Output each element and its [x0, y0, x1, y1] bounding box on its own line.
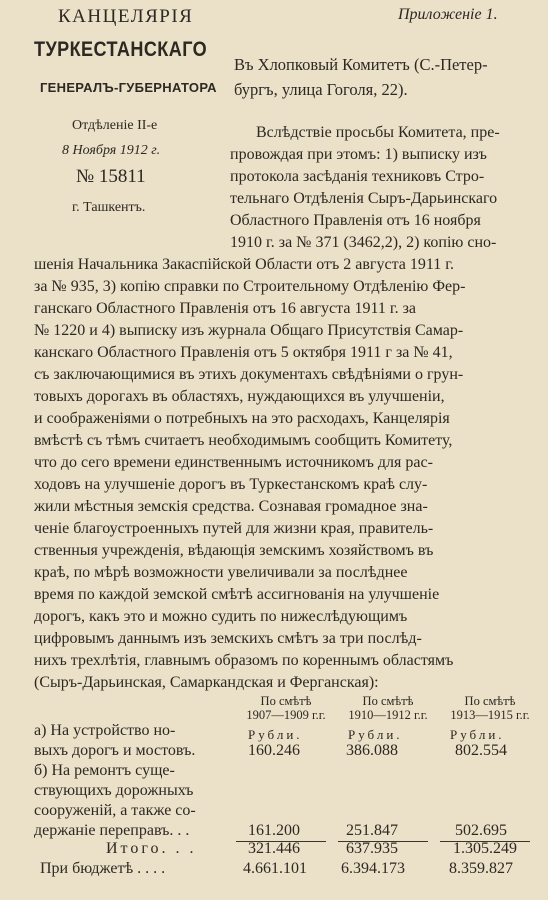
total-label: Итого. . . — [106, 840, 197, 857]
row-a-label: выхъ дорогъ и мостовъ. — [34, 742, 196, 759]
col-header-2: По смѣтѣ — [362, 694, 414, 708]
row-b-value-1: 161.200 — [248, 822, 300, 839]
body-line: ганскаго Областного Правленія отъ 16 августа 1911 г. за — [34, 300, 417, 317]
body-line: Вслѣдствіе просьбы Комитета, пре- — [256, 124, 500, 141]
letterhead-city: г. Ташкентъ. — [72, 200, 146, 215]
row-b-label: сооруженій, а также со- — [34, 802, 196, 819]
letterhead-turkestan: ТУРКЕСТАНСКАГО — [34, 38, 208, 61]
budget-value-1: 4.661.101 — [243, 860, 307, 877]
row-a-value-2: 386.088 — [346, 742, 398, 759]
row-b-value-3: 502.695 — [455, 822, 507, 839]
unit-label: Рубли. — [450, 727, 505, 742]
body-line: дорогъ, какъ это и можно судить по нижеслѣдующимъ — [34, 608, 408, 625]
body-line: ченіе благоустроенныхъ путей для жизни края, правитель- — [34, 520, 434, 537]
body-line: нихъ трехлѣтія, главнымъ образомъ по кореннымъ областямъ — [34, 652, 454, 669]
letterhead-date: 8 Ноября 1912 г. — [62, 143, 161, 158]
row-b-label: держаніе переправъ. . . — [34, 822, 190, 839]
body-line: 1910 г. за № 371 (3462,2), 2) копію сно- — [230, 234, 497, 251]
letterhead-chancellery: КАНЦЕЛЯРІЯ — [58, 6, 194, 27]
body-line: что до сего времени единственнымъ источникомъ для рас- — [34, 454, 433, 471]
budget-value-3: 8.359.827 — [449, 860, 513, 877]
row-a-value-3: 802.554 — [455, 742, 507, 759]
col-header-3-years: 1913—1915 г.г. — [450, 708, 530, 722]
body-line: канскаго Областного Правленія отъ 5 октября 1911 г за № 41, — [34, 344, 453, 361]
row-a-value-1: 160.246 — [248, 742, 300, 759]
body-line: протокола засѣданія техниковъ Стро- — [230, 168, 485, 185]
body-line: краѣ, по мѣрѣ возможности увеличивали за послѣднее — [34, 564, 408, 581]
body-line: шенія Начальника Закаспійской Области отъ 2 августа 1911 г. — [34, 256, 455, 273]
body-line: жили мѣстныя земскія средства. Сознавая громадное зна- — [34, 498, 428, 515]
body-line: время по каждой земской смѣтѣ ассигнованія на улучшеніе — [34, 586, 440, 603]
col-header-3: По смѣтѣ — [464, 694, 516, 708]
row-b-label: ствующихъ дорожныхъ — [34, 782, 194, 799]
letterhead-department: Отдѣленіе II-е — [72, 118, 158, 133]
body-line: (Сыръ-Дарьинская, Самаркандская и Ферганская): — [34, 674, 379, 691]
body-line: товыхъ дорогахъ въ областяхъ, нуждающихся въ улучшеніи, — [34, 388, 445, 405]
col-header-1-years: 1907—1909 г.г. — [246, 708, 326, 722]
col-header-2-years: 1910—1912 г.г. — [348, 708, 428, 722]
budget-label: При бюджетѣ . . . . — [40, 860, 166, 877]
budget-value-2: 6.394.173 — [341, 860, 405, 877]
body-line: ходовъ на улучшеніе дорогъ въ Туркестанскомъ краѣ слу- — [34, 476, 428, 493]
body-line: съ заключающимися въ этихъ документахъ свѣдѣніями о грун- — [34, 366, 464, 383]
col-header-1: По смѣтѣ — [260, 694, 312, 708]
body-line: вмѣстѣ съ тѣмъ считаетъ необходимымъ сообщить Комитету, — [34, 432, 453, 449]
total-value-1: 321.446 — [248, 840, 300, 857]
address-line: Въ Хлопковый Комитетъ (С.-Петер- — [234, 55, 488, 74]
body-line: за № 935, 3) копію справки по Строительному Отдѣленію Фер- — [34, 278, 466, 295]
address-line: бургъ, улица Гоголя, 22). — [234, 80, 408, 99]
unit-label: Рубли. — [248, 727, 303, 742]
appendix-label: Приложеніе 1. — [398, 6, 498, 23]
letterhead-number: № 15811 — [76, 166, 146, 187]
body-line: тельнаго Отдѣленія Сыръ-Дарьинскаго — [230, 190, 498, 207]
body-line: провождая при этомъ: 1) выписку изъ — [230, 146, 487, 163]
body-line: и соображеніями о потребныхъ на это расходахъ, Канцелярія — [34, 410, 450, 427]
body-line: цифровымъ даннымъ изъ земскихъ смѣтъ за три послѣд- — [34, 630, 422, 647]
total-value-2: 637.935 — [346, 840, 398, 857]
row-a-label: а) На устройство но- — [34, 722, 176, 739]
body-line: № 1220 и 4) выписку изъ журнала Общаго Присутствія Самар- — [34, 322, 464, 339]
total-value-3: 1.305.249 — [453, 840, 517, 857]
body-line: ственныя учрежденія, вѣдающія земскимъ хозяйствомъ въ — [34, 542, 434, 559]
row-b-label: б) На ремонтъ суще- — [34, 762, 175, 779]
body-line: Областного Правленія отъ 16 ноября — [230, 212, 481, 229]
letterhead-governor-general: ГЕНЕРАЛЪ-ГУБЕРНАТОРА — [40, 80, 217, 95]
row-b-value-2: 251.847 — [346, 822, 398, 839]
unit-label: Рубли. — [348, 727, 403, 742]
